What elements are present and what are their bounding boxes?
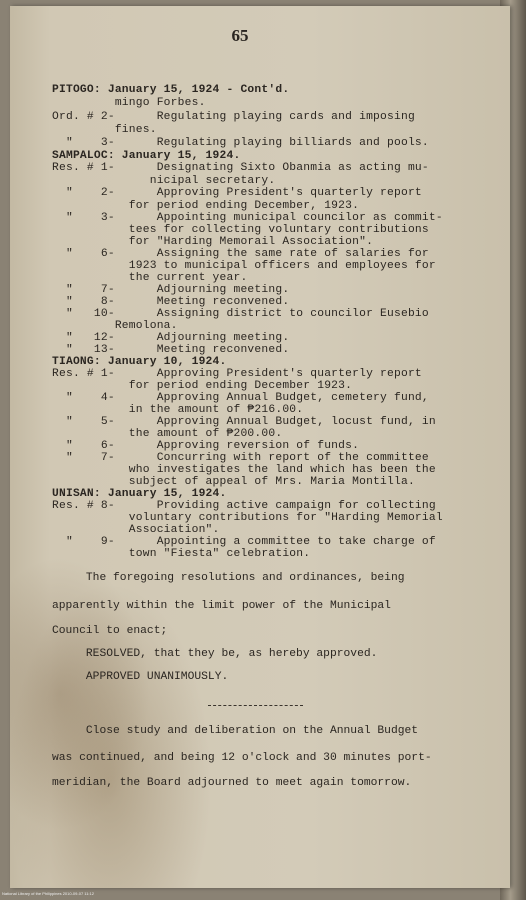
text-line: Ord. # 2- Regulating playing cards and imposing <box>52 111 415 123</box>
document-page <box>10 6 510 888</box>
text-line: " 12- Adjourning meeting. <box>52 332 290 344</box>
text-line: " 3- Regulating playing billiards and pools. <box>52 137 429 149</box>
paragraph-line: Close study and deliberation on the Annual Budget <box>52 725 419 737</box>
paragraph-line: apparently within the limit power of the Municipal <box>52 600 391 612</box>
text-line: mingo Forbes. <box>52 97 206 109</box>
paragraph-line: meridian, the Board adjourned to meet again tomorrow. <box>52 777 412 789</box>
text-line: " 5- Approving Annual Budget, locust fund, in <box>52 416 436 428</box>
text-line: in the amount of ₱216.00. <box>52 404 304 416</box>
text-line: for period ending December 1923. <box>52 380 353 392</box>
text-line: " 7- Concurring with report of the committee <box>52 452 429 464</box>
text-line: 1923 to municipal officers and employees for <box>52 260 436 272</box>
text-line: " 2- Approving President's quarterly report <box>52 187 422 199</box>
text-line: Res. # 1- Approving President's quarterly report <box>52 368 422 380</box>
text-line: " 8- Meeting reconvened. <box>52 296 290 308</box>
text-line: for "Harding Memorail Association". <box>52 236 374 248</box>
text-line: who investigates the land which has been the <box>52 464 436 476</box>
text-line: Res. # 1- Designating Sixto Obanmia as acting mu- <box>52 162 429 174</box>
text-line: " 6- Approving reversion of funds. <box>52 440 360 452</box>
paragraph-line: RESOLVED, that they be, as hereby approved. <box>52 648 378 660</box>
text-line: " 13- Meeting reconvened. <box>52 344 290 356</box>
text-line: " 4- Approving Annual Budget, cemetery fund, <box>52 392 429 404</box>
text-line: UNISAN: January 15, 1924. <box>52 488 227 500</box>
text-line: nicipal secretary. <box>52 175 276 187</box>
text-line: for period ending December, 1923. <box>52 200 360 212</box>
text-line: Association". <box>52 524 220 536</box>
text-line: the amount of ₱200.00. <box>52 428 283 440</box>
text-line: subject of appeal of Mrs. Maria Montilla. <box>52 476 415 488</box>
text-line: voluntary contributions for "Harding Memorial <box>52 512 443 524</box>
text-line: " 3- Appointing municipal councilor as commit- <box>52 212 443 224</box>
paragraph-line: APPROVED UNANIMOUSLY. <box>52 671 229 683</box>
text-line: Res. # 8- Providing active campaign for collecting <box>52 500 436 512</box>
divider-line <box>208 705 303 706</box>
text-line: " 6- Assigning the same rate of salaries for <box>52 248 429 260</box>
paragraph-line: Council to enact; <box>52 625 168 637</box>
page-number: 65 <box>231 26 249 45</box>
text-line: SAMPALOC: January 15, 1924. <box>52 150 241 162</box>
text-line: TIAONG: January 10, 1924. <box>52 356 227 368</box>
text-line: tees for collecting voluntary contributions <box>52 224 429 236</box>
paragraph-line: The foregoing resolutions and ordinances, being <box>52 572 405 584</box>
text-line: " 10- Assigning district to councilor Eusebio <box>52 308 429 320</box>
text-line: fines. <box>52 124 157 136</box>
text-line: " 9- Appointing a committee to take charge of <box>52 536 436 548</box>
scan-footer: National Library of the Philippines 2010-09-07 11:12 <box>2 891 94 896</box>
text-line: Remolona. <box>52 320 178 332</box>
text-line: " 7- Adjourning meeting. <box>52 284 290 296</box>
paragraph-line: was continued, and being 12 o'clock and 30 minutes port- <box>52 752 432 764</box>
text-line: the current year. <box>52 272 248 284</box>
text-line: PITOGO: January 15, 1924 - Cont'd. <box>52 84 290 96</box>
text-line: town "Fiesta" celebration. <box>52 548 311 560</box>
